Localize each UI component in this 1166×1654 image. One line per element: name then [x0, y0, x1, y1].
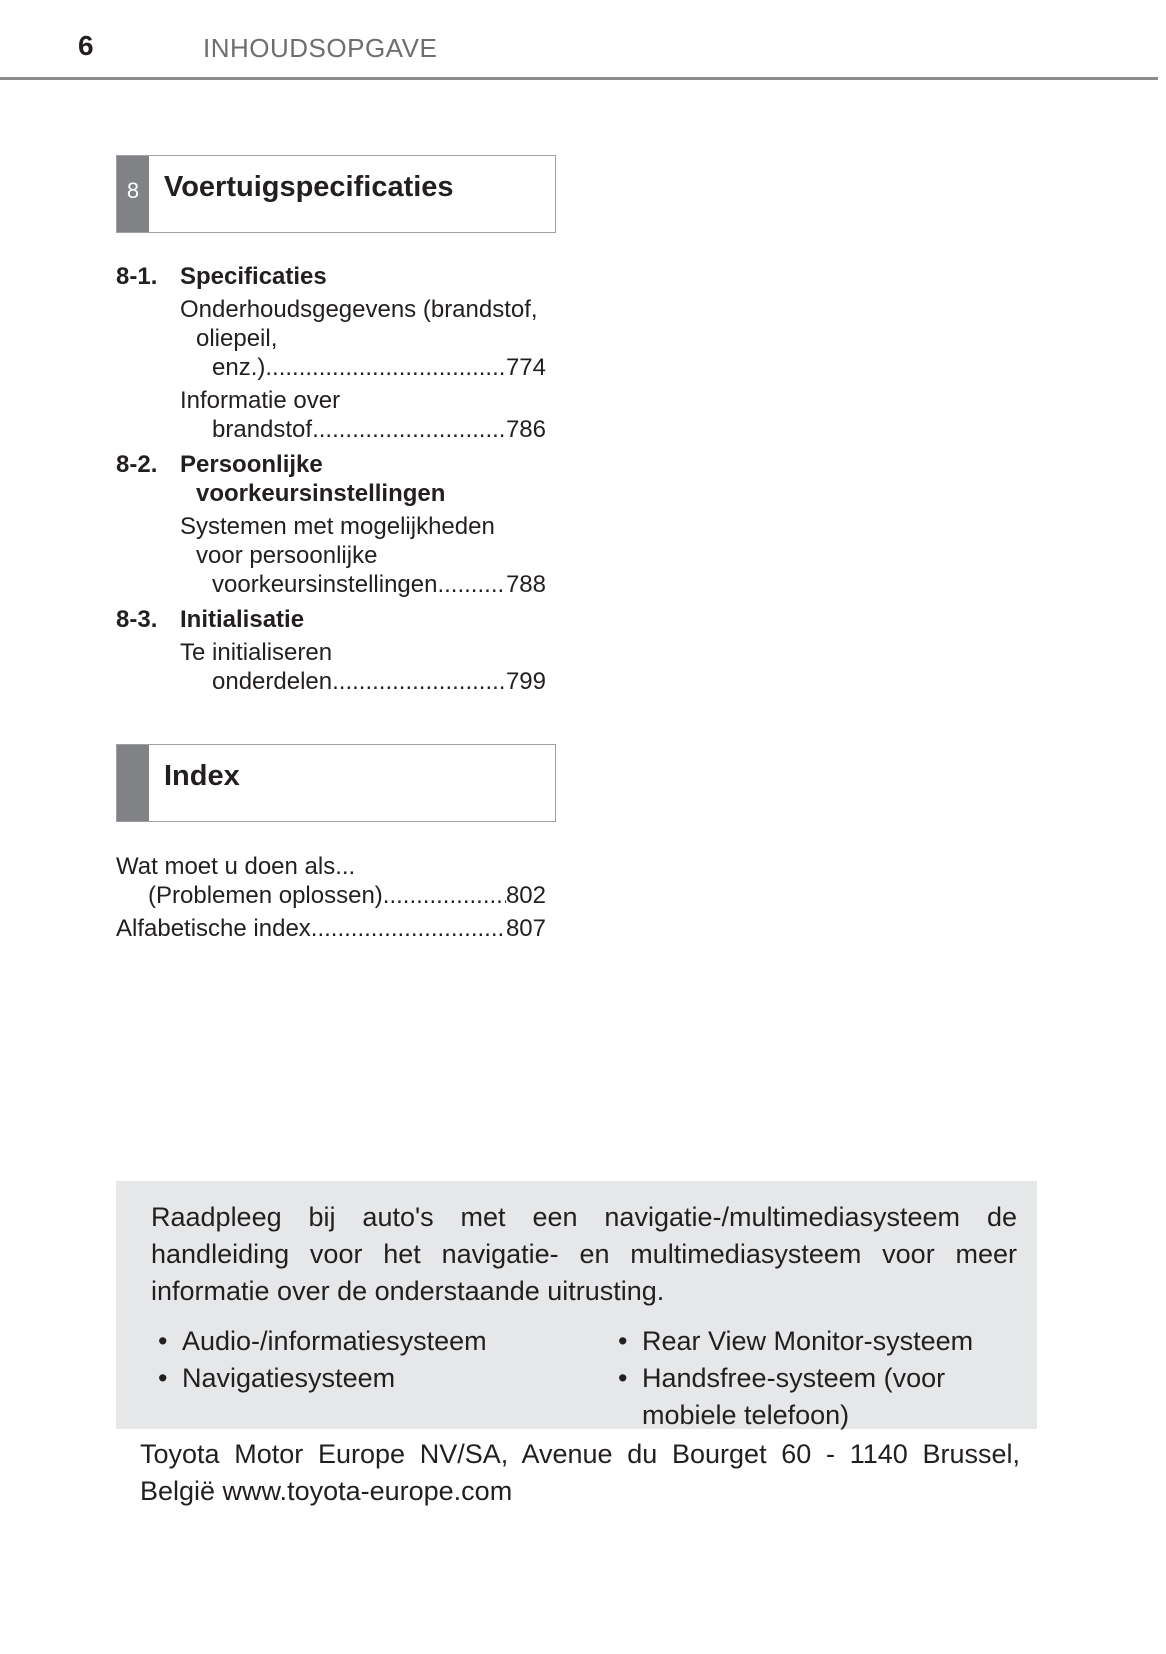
- section-title: Specificaties: [180, 263, 327, 290]
- toc-entry-text: Systemen met mogelijkheden voor persoonlijke: [180, 513, 495, 569]
- toc-entry[interactable]: [180, 512, 546, 599]
- navigation-notice: [116, 1181, 1037, 1429]
- list-item: • Handsfree-systeem (voor mobiele telefoon): [611, 1360, 1011, 1434]
- section-number: 8-1.: [116, 263, 158, 290]
- toc-page-number: 807: [505, 915, 546, 942]
- header-divider: [0, 77, 1158, 80]
- toc-entry[interactable]: [180, 638, 546, 696]
- toc-page-number: 802: [505, 882, 546, 909]
- section-title: Initialisatie: [180, 606, 305, 633]
- chapter-title: Voertuigspecificaties: [164, 171, 454, 203]
- toc-entry[interactable]: [180, 295, 546, 382]
- chapter-8-toc: [116, 262, 546, 696]
- toc-section[interactable]: [116, 605, 546, 634]
- page-number: 6: [78, 30, 94, 61]
- notice-text: Raadpleeg bij auto's met een navigatie-/multimediasysteem de handleiding voor het navigatie- en multimediasysteem voor meer informatie over de onderstaande uitrusting.: [151, 1202, 1017, 1306]
- leader-dots: [332, 667, 506, 696]
- toc-entry-last: enz.): [212, 354, 266, 381]
- publisher-address: Toyota Motor Europe NV/SA, Avenue du Bourget 60 - 1140 Brussel, België www.toyota-europe.com: [140, 1439, 1020, 1506]
- toc-entry-last: voorkeursinstellingen: [212, 571, 438, 598]
- list-item: • Navigatiesysteem: [151, 1360, 611, 1397]
- toc-entry-text: Te initialiseren: [180, 639, 333, 666]
- toc-entry[interactable]: [116, 852, 546, 910]
- toc-entry-last: onderdelen: [212, 668, 333, 695]
- toc-entry-last: Alfabetische index: [116, 915, 311, 942]
- leader-dots: [312, 415, 506, 444]
- leader-dots: [437, 570, 505, 599]
- equipment-column-right: [611, 1323, 1011, 1434]
- toc-entry-last: (Problemen oplossen): [148, 882, 383, 909]
- toc-page-number: 786: [505, 416, 546, 443]
- section-number: 8-2.: [116, 451, 158, 478]
- toc-section[interactable]: [116, 262, 546, 291]
- chapter-8-heading[interactable]: [116, 155, 556, 233]
- equipment-list: [151, 1323, 1017, 1434]
- toc-entry-last: brandstof: [212, 416, 313, 443]
- running-title: INHOUDSOPGAVE: [203, 33, 438, 63]
- list-item: • Rear View Monitor-systeem: [611, 1323, 1011, 1360]
- section-number: 8-3.: [116, 606, 158, 633]
- toc-page-number: 788: [505, 571, 546, 598]
- toc-entry-text: Onderhoudsgegevens (brandstof, oliepeil,: [180, 296, 538, 352]
- index-heading[interactable]: [116, 744, 556, 822]
- leader-dots: [265, 353, 506, 382]
- chapter-tab: [117, 745, 149, 821]
- toc-entry[interactable]: [116, 914, 546, 943]
- toc-entry-text: Informatie over: [180, 387, 341, 414]
- equipment-column-left: [151, 1323, 611, 1434]
- list-item: • Audio-/informatiesysteem: [151, 1323, 611, 1360]
- toc-entry-text: Wat moet u doen als...: [116, 853, 356, 880]
- leader-dots: [383, 881, 506, 910]
- section-title: Persoonlijke voorkeursinstellingen: [180, 451, 446, 507]
- leader-dots: [311, 914, 506, 943]
- toc-entry[interactable]: [180, 386, 546, 444]
- toc-page-number: 774: [505, 354, 546, 381]
- chapter-number-tab: 8: [117, 156, 149, 232]
- toc-page-number: 799: [505, 668, 546, 695]
- index-toc: [116, 852, 546, 943]
- toc-section[interactable]: [116, 450, 546, 508]
- chapter-title: Index: [164, 760, 240, 792]
